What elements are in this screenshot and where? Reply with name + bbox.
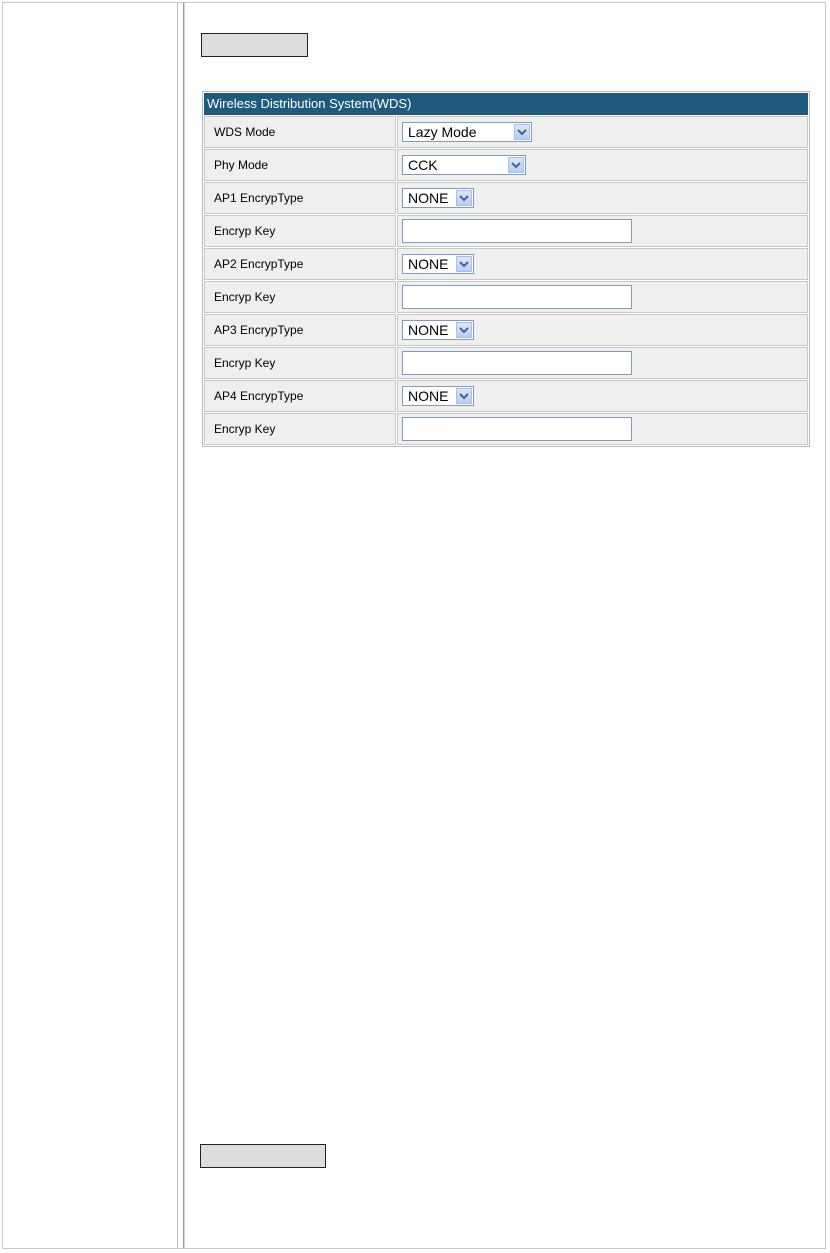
ap4-encryp-key-input[interactable] — [402, 417, 632, 441]
phy-mode-label: Phy Mode — [204, 149, 396, 181]
ap4-encryptype-label: AP4 EncrypType — [204, 380, 396, 412]
ap2-encryp-key-label: Encryp Key — [204, 281, 396, 313]
left-column — [3, 3, 178, 1248]
column-divider — [183, 3, 185, 1248]
ap2-encryp-key-input[interactable] — [402, 285, 632, 309]
ap3-encryptype-select[interactable]: NONE — [402, 320, 474, 340]
chevron-down-icon[interactable] — [514, 124, 530, 140]
top-placeholder-box — [201, 33, 308, 57]
ap3-encryptype-label: AP3 EncrypType — [204, 314, 396, 346]
ap1-encryptype-row — [204, 182, 808, 214]
wds-mode-row — [204, 116, 808, 148]
ap1-encryp-key-row — [204, 215, 808, 247]
ap4-encryp-key-row — [204, 413, 808, 445]
ap2-encryptype-select[interactable]: NONE — [402, 254, 474, 274]
wds-settings-table — [202, 91, 810, 447]
wds-mode-select[interactable]: Lazy Mode — [402, 122, 532, 142]
ap1-encryptype-select[interactable]: NONE — [402, 188, 474, 208]
phy-mode-row — [204, 149, 808, 181]
ap2-encryptype-label: AP2 EncrypType — [204, 248, 396, 280]
ap2-encryp-key-row — [204, 281, 808, 313]
wds-mode-label: WDS Mode — [204, 116, 396, 148]
ap3-encryp-key-input[interactable] — [402, 351, 632, 375]
ap3-encryp-key-row — [204, 347, 808, 379]
phy-mode-select[interactable]: CCK — [402, 155, 526, 175]
ap1-encryptype-label: AP1 EncrypType — [204, 182, 396, 214]
chevron-down-icon[interactable] — [456, 190, 472, 206]
ap3-encryptype-row — [204, 314, 808, 346]
ap2-encryptype-row — [204, 248, 808, 280]
chevron-down-icon[interactable] — [508, 157, 524, 173]
ap3-encryp-key-label: Encryp Key — [204, 347, 396, 379]
chevron-down-icon[interactable] — [456, 322, 472, 338]
chevron-down-icon[interactable] — [456, 256, 472, 272]
ap1-encryp-key-input[interactable] — [402, 219, 632, 243]
wds-table-header: Wireless Distribution System(WDS) — [204, 93, 808, 115]
ap4-encryptype-row — [204, 380, 808, 412]
ap1-encryp-key-label: Encryp Key — [204, 215, 396, 247]
ap4-encryp-key-label: Encryp Key — [204, 413, 396, 445]
bottom-placeholder-box — [200, 1144, 326, 1168]
chevron-down-icon[interactable] — [456, 388, 472, 404]
ap4-encryptype-select[interactable]: NONE — [402, 386, 474, 406]
